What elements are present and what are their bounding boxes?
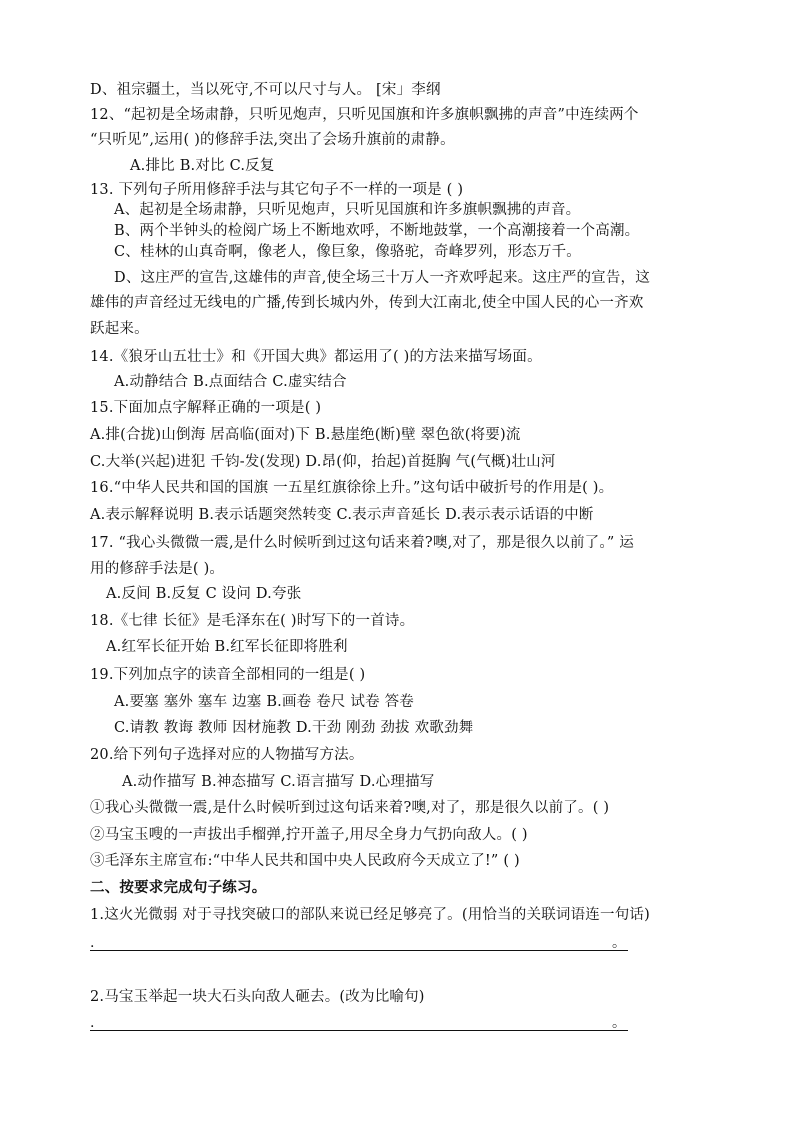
- q20-item-3: ③毛泽东主席宣布:“中华人民共和国中央人民政府今天成立了!” ( ): [90, 853, 520, 869]
- q18-options: A.红军长征开始 B.红军长征即将胜利: [106, 639, 348, 655]
- q12-stem-cont: “只听见”,运用( )的修辞手法,突出了会场升旗前的肃静。: [90, 132, 455, 148]
- q17-stem: 17. “我心头微微一震,是什么时候听到过这句话来着?噢,对了，那是很久以前了。” 运: [90, 535, 634, 551]
- q12-stem: 12、“起初是全场肃静，只听见炮声，只听见国旗和许多旗帜飘拂的声音”中连续两个: [90, 107, 639, 123]
- q20-options: A.动作描写 B.神态描写 C.语言描写 D.心理描写: [122, 774, 435, 790]
- q16-options: A.表示解释说明 B.表示话题突然转变 C.表示声音延长 D.表示表示话语的中断: [90, 507, 594, 523]
- q19-options-ab: A.要塞 塞外 塞车 边塞 B.画卷 卷尺 试卷 答卷: [114, 694, 415, 710]
- s2-q1-stem: 1.这火光微弱 对于寻找突破口的部队来说已经足够亮了。(用恰当的关联词语连一句话): [90, 907, 650, 923]
- s2-q2-answer-line[interactable]: [90, 1030, 628, 1031]
- q20-item-2: ②马宝玉嗖的一声拔出手榴弹,拧开盖子,用尽全身力气扔向敌人。( ): [90, 827, 528, 843]
- q15-options-ab: A.排(合拢)山倒海 居高临(面对)下 B.悬崖绝(断)壁 翠色欲(将要)流: [90, 427, 521, 443]
- q13-option-a: A、起初是全场肃静，只听见炮声，只听见国旗和许多旗帜飘拂的声音。: [114, 202, 581, 218]
- q16-stem: 16.“中华人民共和国的国旗 一五星红旗徐徐上升。”这句话中破折号的作用是( )。: [90, 480, 614, 496]
- s2-q1-answer-end: 。: [612, 935, 626, 951]
- s2-q2-stem: 2.马宝玉举起一块大石头向敌人砸去。(改为比喻句): [90, 989, 425, 1005]
- q13-stem: 13. 下列句子所用修辞手法与其它句子不一样的一项是 ( ): [90, 182, 464, 198]
- q18-stem: 18.《七律 长征》是毛泽东在( )时写下的一首诗。: [90, 613, 415, 629]
- s2-q2-answer-end: 。: [612, 1015, 626, 1031]
- q13-option-d-end: 跃起来。: [90, 321, 149, 337]
- q13-option-c: C、桂林的山真奇啊，像老人，像巨象，像骆驼，奇峰罗列，形态万千。: [114, 244, 581, 260]
- q19-stem: 19.下列加点字的读音全部相同的一组是( ): [90, 667, 366, 683]
- q20-stem: 20.给下列句子选择对应的人物描写方法。: [90, 747, 364, 763]
- q13-option-d: D、这庄严的宣告,这雄伟的声音,使全场三十万人一齐欢呼起来。这庄严的宣告，这: [114, 270, 650, 286]
- q20-item-1: ①我心头微微一震,是什么时候听到过这句话来着?噢,对了，那是很久以前了。( ): [90, 800, 610, 816]
- q14-options: A.动静结合 B.点面结合 C.虚实结合: [114, 374, 347, 390]
- q14-stem: 14.《狼牙山五壮士》和《开国大典》都运用了( )的方法来描写场面。: [90, 349, 542, 365]
- q13-option-d-cont: 雄伟的声音经过无线电的广播,传到长城内外，传到大江南北,使全中国人民的心一齐欢: [90, 295, 644, 311]
- q15-stem: 15.下面加点字解释正确的一项是( ): [90, 400, 322, 416]
- q12-options: A.排比 B.对比 C.反复: [130, 158, 275, 174]
- s2-q1-answer-line[interactable]: [90, 950, 628, 951]
- q11-option-d: D、祖宗疆土，当以死守,不可以尺寸与人。 [宋」李纲: [90, 82, 441, 98]
- q17-options: A.反间 B.反复 C 设问 D.夸张: [106, 586, 302, 602]
- q15-options-cd: C.大举(兴起)进犯 千钧-发(发现) D.昂(仰，抬起)首挺胸 气(气概)壮山河: [90, 454, 556, 470]
- q19-options-cd: C.请教 教诲 教师 因材施教 D.干劲 刚劲 劲拔 欢歌劲舞: [114, 720, 474, 736]
- q17-stem-cont: 用的修辞手法是( )。: [90, 561, 225, 577]
- q13-option-b: B、两个半钟头的检阅广场上不断地欢呼，不断地鼓掌，一个高潮接着一个高潮。: [114, 223, 640, 239]
- s2-q1-answer-dot: .: [90, 935, 95, 951]
- s2-q2-answer-dot: .: [90, 1015, 95, 1031]
- section-2-heading: 二、按要求完成句子练习。: [90, 879, 267, 896]
